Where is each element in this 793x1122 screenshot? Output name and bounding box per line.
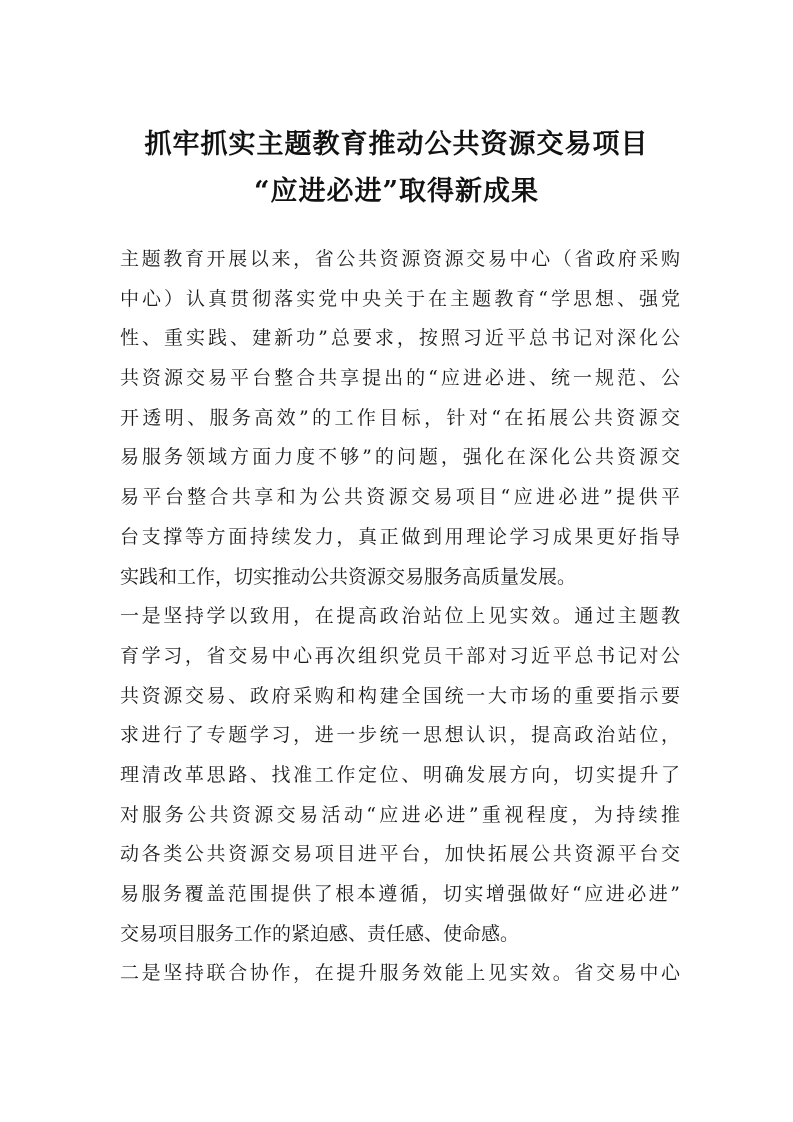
text-line: 中心）认真贯彻落实党中央关于在主题教育“学思想、强党 xyxy=(120,287,680,310)
text-line: 共资源交易平台整合共享提出的“应进必进、统一规范、公 xyxy=(120,367,680,390)
text-line: 易服务覆盖范围提供了根本遵循，切实增强做好“应进必进” xyxy=(120,883,680,905)
document-title-line-2: “应进必进”取得新成果 xyxy=(253,176,540,207)
text-line: 对服务公共资源交易活动“应进必进”重视程度，为持续推 xyxy=(120,803,680,826)
text-line: 易平台整合共享和为公共资源交易项目“应进必进”提供平 xyxy=(120,486,680,509)
document-title-line-1: 抓牢抓实主题教育推动公共资源交易项目 xyxy=(144,129,649,160)
text-line: 动各类公共资源交易项目进平台，加快拓展公共资源平台交 xyxy=(120,843,680,866)
text-line: 交易项目服务工作的紧迫感、责任感、使命感。 xyxy=(120,922,520,945)
text-line: 实践和工作，切实推动公共资源交易服务高质量发展。 xyxy=(120,565,577,588)
paragraph-intro xyxy=(120,240,680,597)
text-line: 主题教育开展以来，省公共资源资源交易中心（省政府采购 xyxy=(120,248,680,270)
text-line: 求进行了专题学习，进一步统一思想认识，提高政治站位， xyxy=(120,724,680,747)
paragraph-point-1 xyxy=(120,597,680,954)
text-line: 理清改革思路、找准工作定位、明确发展方向，切实提升了 xyxy=(120,763,680,786)
text-line: 性、重实践、建新功”总要求，按照习近平总书记对深化公 xyxy=(120,327,680,350)
text-line: 共资源交易、政府采购和构建全国统一大市场的重要指示要 xyxy=(120,684,680,707)
text-line: 育学习，省交易中心再次组织党员干部对习近平总书记对公 xyxy=(120,644,680,667)
text-line: 二是坚持联合协作，在提升服务效能上见实效。省交易中心 xyxy=(120,962,680,985)
text-line: 开透明、服务高效”的工作目标，针对“在拓展公共资源交 xyxy=(120,406,680,429)
text-line: 台支撑等方面持续发力，真正做到用理论学习成果更好指导 xyxy=(120,525,680,548)
paragraph-point-2 xyxy=(120,954,680,994)
text-line: 一是坚持学以致用，在提高政治站位上见实效。通过主题教 xyxy=(120,605,680,628)
text-line: 易服务领域方面力度不够”的问题，强化在深化公共资源交 xyxy=(120,446,680,469)
document-body xyxy=(120,240,680,994)
